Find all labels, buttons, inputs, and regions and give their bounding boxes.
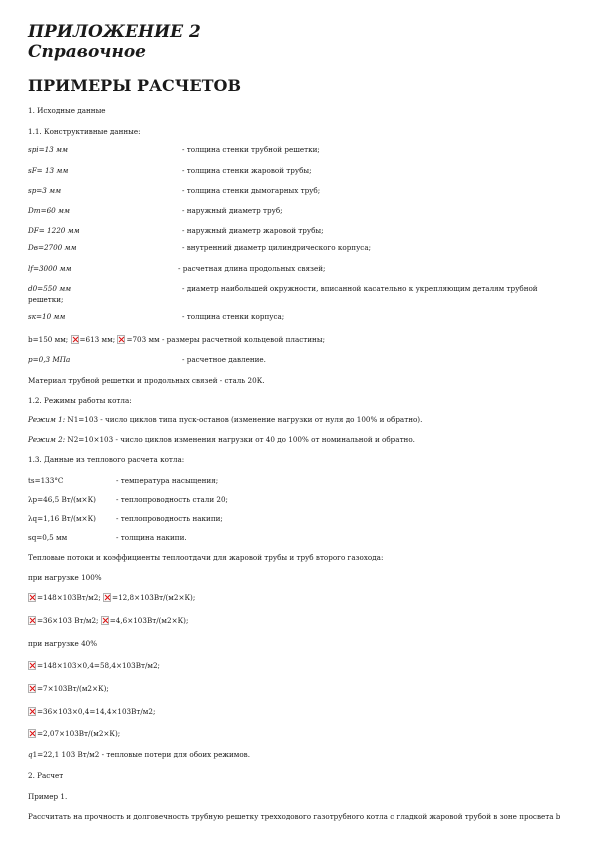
param-right-8: - диаметр наибольшей окружности, вписанной касательно к укрепляющим деталям трубной: [182, 284, 538, 293]
formula-2a: =36×103 Вт/м2;: [37, 616, 101, 625]
param-right-6: - внутренний диаметр цилиндрического корпуса;: [182, 243, 372, 252]
thermal-right-3: - теплопроводность накипи;: [116, 514, 223, 523]
formula-row-6: [28, 729, 120, 739]
appendix-subtitle: Справочное: [28, 42, 146, 62]
param-left-6: Dв=2700 мм: [28, 243, 77, 252]
load-40-heading: при нагрузке 40%: [28, 639, 98, 648]
broken-image-icon: [28, 661, 36, 670]
grid-t2-value: =703 мм: [126, 335, 160, 344]
param-left-3: sр=3 мм: [28, 186, 62, 195]
param-left-2: sF= 13 мм: [28, 166, 69, 175]
formula-6a: =2,07×103Вт/(м2×К);: [37, 729, 121, 738]
heading-thermal: 1.3. Данные из теплового расчета котла:: [28, 455, 185, 464]
formula-5a: =36×103×0,4=14,4×103Вт/м2;: [37, 707, 156, 716]
formula-row-4: [28, 684, 109, 694]
param-left-7: lf=3000 мм: [28, 264, 72, 273]
appendix-title: ПРИЛОЖЕНИЕ 2: [28, 22, 201, 42]
formula-2b: =4,6×103Вт/(м2×К);: [109, 616, 189, 625]
param-left-1: sрi=13 мм: [28, 145, 68, 154]
heat-flux-heading: Тепловые потоки и коэффициенты теплоотдачи для жаровой трубы и труб второго газохода:: [28, 553, 384, 562]
thermal-left-4: sq=0,5 мм: [28, 533, 68, 542]
param-right-4: - наружный диаметр труб;: [182, 206, 283, 215]
load-100-heading: при нагрузке 100%: [28, 573, 102, 582]
broken-image-icon: [28, 729, 36, 738]
section-title: ПРИМЕРЫ РАСЧЕТОВ: [28, 76, 241, 95]
param-right-7: - расчетная длина продольных связей;: [178, 264, 326, 273]
thermal-left-2: λp=46,5 Вт/(м×К): [28, 495, 96, 504]
param-right-1: - толщина стенки трубной решетки;: [182, 145, 320, 154]
heading-design-data: 1.1. Конструктивные данные:: [28, 127, 141, 136]
grid-b-value: b=150 мм;: [28, 335, 71, 344]
param-right-2: - толщина стенки жаровой трубы;: [182, 166, 312, 175]
example-text: Рассчитать на прочность и долговечность трубную решетку трехходового газотрубного котла с гладкой жаровой трубой в зоне просвета b: [28, 812, 561, 821]
broken-image-icon: [117, 335, 125, 344]
param-left-8: d0=550 мм: [28, 284, 72, 293]
broken-image-icon: [101, 616, 109, 625]
heading-modes: 1.2. Режимы работы котла:: [28, 396, 132, 405]
material-line: Материал трубной решетки и продольных связей - сталь 20К.: [28, 376, 265, 385]
broken-image-icon: [71, 335, 79, 344]
param-left-p: р=0,3 МПа: [28, 355, 71, 364]
thermal-right-2: - теплопроводность стали 20;: [116, 495, 228, 504]
mode-2-line: [28, 435, 415, 445]
param-right-9: - толщина стенки корпуса;: [182, 312, 285, 321]
broken-image-icon: [28, 616, 36, 625]
param-left-4: Dт=60 мм: [28, 206, 70, 215]
formula-1b: =12,8×103Вт/(м2×К);: [112, 593, 196, 602]
param-left-5: DF= 1220 мм: [28, 226, 80, 235]
grid-description: - размеры расчетной кольцевой пластины;: [159, 335, 325, 344]
thermal-left-3: λq=1,16 Вт/(м×К): [28, 514, 96, 523]
mode-2-label: Режим 2:: [28, 435, 68, 444]
param-right-3: - толщина стенки дымогарных труб;: [182, 186, 321, 195]
formula-3a: =148×103×0,4=58,4×103Вт/м2;: [37, 661, 160, 670]
param-right-8-cont: решетки;: [28, 295, 64, 304]
formula-row-1: [28, 593, 195, 603]
mode-1-label: Режим 1:: [28, 415, 68, 424]
thermal-left-1: ts=133°С: [28, 476, 64, 485]
mode-1-line: [28, 415, 422, 425]
heading-calculation: 2. Расчет: [28, 771, 64, 780]
formula-4a: =7×103Вт/(м2×К);: [37, 684, 109, 693]
formula-row-5: [28, 707, 155, 717]
mode-2-text: N2=10×103 - число циклов изменения нагрузки от 40 до 100% от номинальной и обратно.: [67, 435, 415, 444]
heat-loss-text: 1=22,1 103 Вт/м2 - тепловые потери для обоих режимов.: [32, 750, 251, 759]
broken-image-icon: [28, 684, 36, 693]
grid-dimensions-row: [28, 335, 325, 345]
broken-image-icon: [28, 707, 36, 716]
heading-initial-data: 1. Исходные данные: [28, 106, 106, 115]
broken-image-icon: [103, 593, 111, 602]
formula-1a: =148×103Вт/м2;: [37, 593, 104, 602]
example-heading: Пример 1.: [28, 792, 68, 801]
broken-image-icon: [28, 593, 36, 602]
param-left-9: sк=10 мм: [28, 312, 66, 321]
formula-row-3: [28, 661, 160, 671]
formula-row-2: [28, 616, 188, 626]
heat-loss-symbol: q: [28, 750, 33, 759]
thermal-right-4: - толщина накипи.: [116, 533, 187, 542]
heat-loss-line: [28, 750, 250, 760]
grid-t1-value: =613 мм;: [79, 335, 118, 344]
thermal-right-1: - температура насыщения;: [116, 476, 219, 485]
param-right-5: - наружный диаметр жаровой трубы;: [182, 226, 324, 235]
mode-1-text: N1=103 - число циклов типа пуск-останов (изменение нагрузки от нуля до 100% и обратно).: [67, 415, 423, 424]
param-right-p: - расчетное давление.: [182, 355, 266, 364]
